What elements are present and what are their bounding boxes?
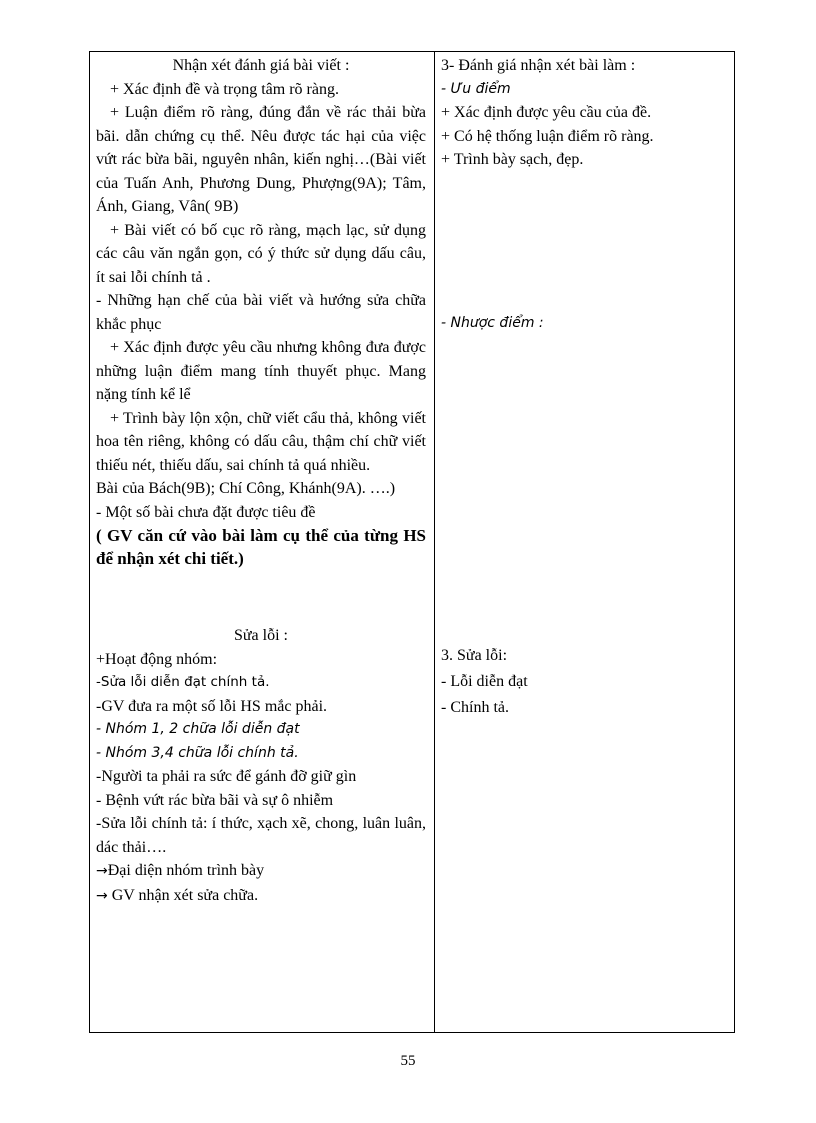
fix-line-7: - Bệnh vứt rác bừa bãi và sự ô nhiễm xyxy=(96,791,334,809)
left-para-2: + Luận điểm rõ ràng, đúng đắn về rác thải bừa bãi. dẫn chứng cụ thể. Nêu được tác hại của việc vứt rác bừa bãi, nguyên nhân, kiến nghị…(Bài viết của Tuấn Anh, Phương Dung, Phượng(9A); Tâm, Ánh, Giang, Vân( 9B) xyxy=(96,104,426,215)
fix-line-3: -GV đưa ra một số lỗi HS mắc phải. xyxy=(96,697,328,715)
fix-line-10-text: GV nhận xét sửa chữa. xyxy=(111,886,259,904)
fix-line-9-text: Đại diện nhóm trình bày xyxy=(107,862,265,879)
right-column xyxy=(435,52,734,1032)
right-item-2: + Có hệ thống luận điểm rõ ràng. xyxy=(441,127,654,145)
left-column xyxy=(90,52,435,1032)
left-para-8: - Một số bài chưa đặt được tiêu đề xyxy=(96,503,316,521)
right-heading-1: 3- Đánh giá nhận xét bài làm : xyxy=(441,57,636,74)
right-item-4: - Lỗi diễn đạt xyxy=(441,673,528,690)
fix-line-2: -Sửa lỗi diễn đạt chính tả. xyxy=(96,674,270,690)
fix-line-9 xyxy=(96,859,426,884)
fix-line-5: - Nhóm 3,4 chữa lỗi chính tả. xyxy=(96,744,299,761)
left-para-1: + Xác định đề và trọng tâm rõ ràng. xyxy=(110,80,339,98)
fix-line-4: - Nhóm 1, 2 chữa lỗi diễn đạt xyxy=(96,721,300,737)
fix-line-8: -Sửa lỗi chính tả: í thức, xạch xẽ, chong, luân luân, dác thải…. xyxy=(96,815,426,856)
page-number: 55 xyxy=(400,1053,416,1069)
evaluation-title: Nhận xét đánh giá bài viết : xyxy=(172,57,350,74)
left-para-5: + Xác định được yêu cầu nhưng không đưa được những luận điểm mang tính thuyết phục. Mang nặng tính kể lể xyxy=(96,339,426,403)
arrow-icon: → xyxy=(96,887,108,904)
right-heading-2: 3. Sửa lỗi: xyxy=(441,647,508,664)
lesson-table xyxy=(89,51,735,1033)
arrow-icon: → xyxy=(96,863,108,879)
left-para-4: - Những hạn chế của bài viết và hướng sửa chữa khắc phục xyxy=(96,292,426,333)
left-para-7: Bài của Bách(9B); Chí Công, Khánh(9A). ….) xyxy=(96,480,396,497)
teacher-note: ( GV căn cứ vào bài làm cụ thể của từng HS để nhận xét chi tiết.) xyxy=(96,526,426,568)
left-para-6: + Trình bày lộn xộn, chữ viết cẩu thả, không viết hoa tên riêng, không có dấu câu, thậm chí chữ viết thiếu nét, thiếu dấu, sai chính tả quá nhiều. xyxy=(96,409,426,474)
left-para-3: + Bài viết có bố cục rõ ràng, mạch lạc, sử dụng các câu văn ngắn gọn, có ý thức sử dụng dấu câu, ít sai lỗi chính tả . xyxy=(96,221,426,286)
fix-title: Sửa lỗi : xyxy=(233,627,288,644)
fix-line-6: -Người ta phải ra sức để gánh đỡ giữ gìn xyxy=(96,768,357,785)
advantages-label: - Ưu điểm xyxy=(441,80,511,97)
right-item-3: + Trình bày sạch, đẹp. xyxy=(441,151,584,168)
right-item-5: - Chính tả. xyxy=(441,699,509,716)
disadvantages-label: - Nhược điểm : xyxy=(441,315,544,331)
fix-line-10 xyxy=(96,884,426,909)
right-item-1: + Xác định được yêu cầu của đề. xyxy=(441,104,652,121)
fix-line-1: +Hoạt động nhóm: xyxy=(96,650,218,668)
